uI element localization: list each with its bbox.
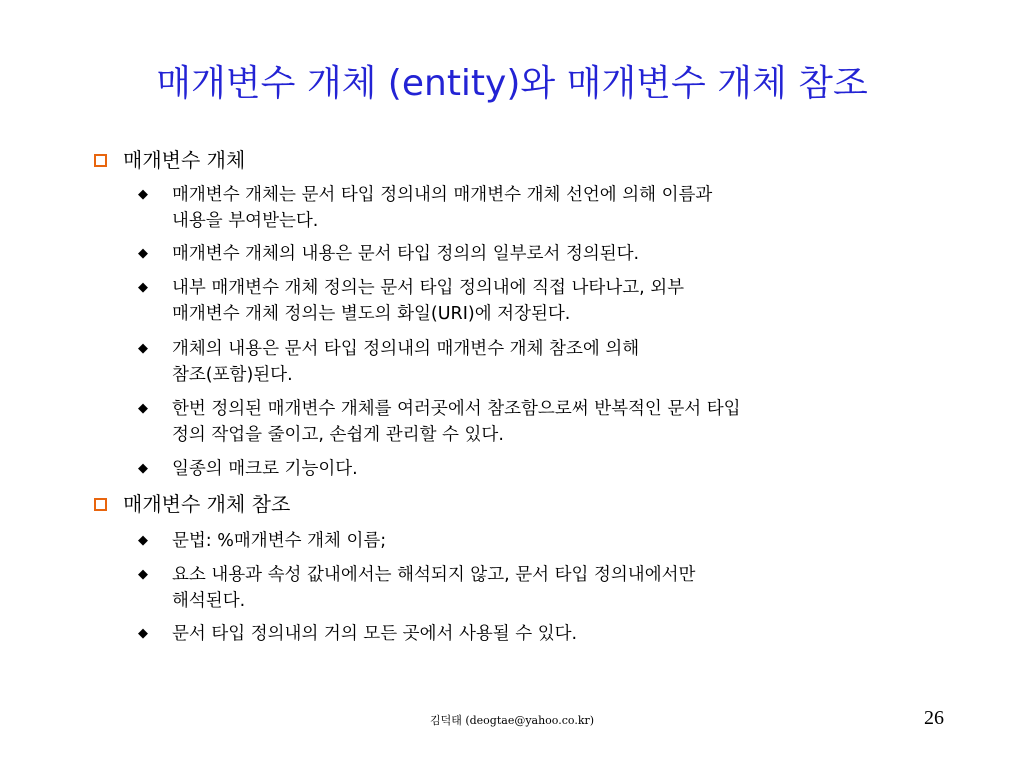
diamond-icon: ◆ [138, 280, 148, 295]
diamond-icon: ◆ [138, 341, 148, 356]
slide-title: 매개변수 개체 (entity)와 매개변수 개체 참조 [156, 63, 868, 104]
list-item [138, 336, 998, 388]
list-item [138, 396, 998, 448]
list-item-line: 문서 타입 정의내의 거의 모든 곳에서 사용될 수 있다. [172, 624, 578, 644]
list-item-line: 매개변수 개체 정의는 별도의 화일(URI)에 저장된다. [172, 304, 571, 324]
list-item [138, 528, 998, 554]
section-heading-label: 매개변수 개체 참조 [123, 492, 291, 516]
list-item-line: 요소 내용과 속성 값내에서는 해석되지 않고, 문서 타입 정의내에서만 [172, 565, 696, 585]
list-item [138, 241, 998, 267]
section-heading-parameter-entity [94, 146, 245, 174]
list-item [138, 562, 998, 614]
list-item-line: 내용을 부여받는다. [172, 211, 319, 231]
diamond-icon: ◆ [138, 626, 148, 641]
section-heading-label: 매개변수 개체 [123, 148, 246, 172]
list-item-line: 개체의 내용은 문서 타입 정의내의 매개변수 개체 참조에 의해 [172, 339, 640, 359]
hollow-square-icon [94, 498, 107, 511]
list-item [138, 456, 998, 482]
diamond-icon: ◆ [138, 246, 148, 261]
list-item-line: 문법: %매개변수 개체 이름; [172, 531, 387, 551]
list-item-line: 매개변수 개체의 내용은 문서 타입 정의의 일부로서 정의된다. [172, 244, 640, 264]
hollow-square-icon [94, 154, 107, 167]
list-item-line: 정의 작업을 줄이고, 손쉽게 관리할 수 있다. [172, 425, 504, 445]
section-heading-parameter-entity-reference [94, 490, 290, 518]
list-item-line: 해석된다. [172, 591, 246, 611]
list-item [138, 275, 998, 327]
footer-author: 김덕태 (deogtae@yahoo.co.kr) [429, 714, 595, 727]
list-item-line: 내부 매개변수 개체 정의는 문서 타입 정의내에 직접 나타나고, 외부 [172, 278, 685, 298]
list-item-line: 일종의 매크로 기능이다. [172, 459, 358, 479]
list-item-line: 한번 정의된 매개변수 개체를 여러곳에서 참조함으로써 반복적인 문서 타입 [172, 399, 741, 419]
diamond-icon: ◆ [138, 187, 148, 202]
list-item [138, 621, 998, 647]
diamond-icon: ◆ [138, 533, 148, 548]
diamond-icon: ◆ [138, 461, 148, 476]
diamond-icon: ◆ [138, 401, 148, 416]
page-number: 26 [924, 707, 944, 729]
list-item-line: 매개변수 개체는 문서 타입 정의내의 매개변수 개체 선언에 의해 이름과 [172, 185, 713, 205]
list-item-line: 참조(포함)된다. [172, 365, 293, 385]
list-item [138, 182, 998, 234]
diamond-icon: ◆ [138, 567, 148, 582]
